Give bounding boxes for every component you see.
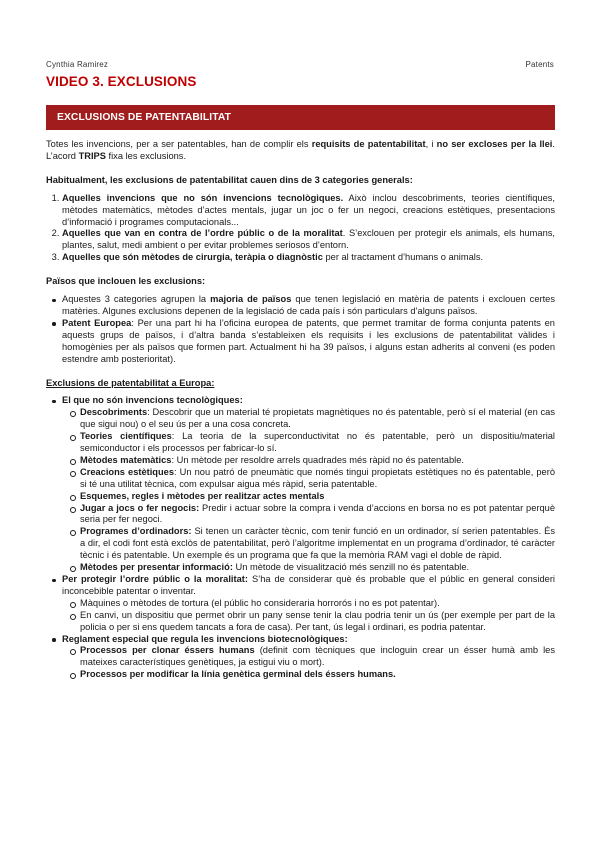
header-author: Cynthia Ramirez xyxy=(46,60,109,69)
list-item: Màquines o mètodes de tortura (el públic ho consideraria horrorós i no es pot patentar). xyxy=(80,598,555,610)
list-item: Jugar a jocs o fer negocis: Predir i actuar sobre la compra i venda d’accions en borsa no es pot patentar perquè seria per fer negoci. xyxy=(80,502,555,525)
list-item: 2. Aquelles que van en contra de l’ordre públic o de la moralitat. S’exclouen per protegir els animals, els humans, plantes, salut, medi ambient o per evitar problemes seriosos d’entorn. xyxy=(62,228,555,252)
list-item: Descobriments: Descobrir que un material té propietats magnètiques no és patentable, però sí el material (en cas que sigui nou) o el seu ús per a una cosa concreta. xyxy=(80,407,555,430)
list-item: Teories científiques: La teoria de la superconductivitat no és patentable, però un dispositiu/material semiconductor i els processos per fabricar-lo sí. xyxy=(80,431,555,454)
europe-list xyxy=(46,395,555,681)
list-item: En canvi, un dispositiu que permet obrir un pany sense tenir la clau podria tenir un ús (per exemple per part de la policia o per si ens quedem tancats a fora de casa). Per tant, ús legal i ordinari, es podria patentar. xyxy=(80,609,555,632)
list-item: 1. Aquelles invencions que no són invencions tecnològiques. Això inclou descobriments, teories científiques, mètodes matemàtics, mètodes d’actes mentals, jugar un joc o fer un negoci, creacions estètiques, presentacions d’informació i programes computacionals... xyxy=(62,193,555,229)
sublist xyxy=(62,407,555,574)
countries-list xyxy=(46,294,555,365)
list-item: Creacions estètiques: Un nou patró de pneumàtic que només tingui propietats estètiques no és patentable, però si té una utilitat tècnica, com expulsar aigua més ràpid, seria patentable. xyxy=(80,466,555,489)
list-item: Processos per modificar la línia genètica germinal dels éssers humans. xyxy=(80,669,555,681)
content xyxy=(46,139,555,681)
header-subject: Patents xyxy=(525,60,554,69)
list-item: Esquemes, regles i mètodes per realitzar actes mentals xyxy=(80,491,555,503)
list-item: Per protegir l’ordre públic o la moralitat: S’ha de considerar què és probable que el públic en general consideri inconcebible patentar o inventar. Màquines o mètodes de tortura (el públic ho consideraria horrorós i no es pot patentar). En canvi, un dispositiu que permet obrir un pany sense tenir la clau podria tenir un ús (per exemple per part de la policia o per si ens quedem tancats a fora de casa). Per tant, ús legal i ordinari, es podria patentar. xyxy=(62,574,555,632)
sublist xyxy=(62,598,555,634)
countries-heading: Països que inclouen les exclusions: xyxy=(46,276,206,287)
categories-list xyxy=(46,193,555,264)
list-item: Aquestes 3 categories agrupen la majoria de països que tenen legislació en matèria de patents i exclouen certes matèries. Algunes exclusions depenen de la legislació de cada país i són particulars d’alguns països. xyxy=(62,294,555,316)
list-item: El que no són invencions tecnològiques: Descobriments: Descobrir que un material té propietats magnètiques no és patentable, però sí el material (en cas que sigui nou) o el seu ús per a una cosa concreta. Teories científiques: La teoria de la superconductivitat no és patentable, però un dispositiu/material semiconductor i els processos per fabricar-lo sí. Mètodes matemàtics: Un mètode per resoldre arrels quadrades més ràpid no és patentable. Creacions estètiques: Un nou patró de pneumàtic que només tingui propietats estètiques no és patentable, però si té una utilitat tècnica, com expulsar aigua més ràpid, seria patentable. Esquemes, regles i mètodes per realitzar actes mentals Jugar a jocs o fer negocis: Predir i actuar sobre la compra i venda d’accions en borsa no es pot patentar perquè seria per fer negoci. Programes d’ordinadors: Si tenen un caràcter tècnic, com tenir funció en un ordinador, sí serien patentables. És a dir, el codi font està exclòs de patentabilitat, però l’algoritme implementat en un programa d’ordinador, té caràcter tècnic i és patentable. Un exemple és un programa que fa que la memòria RAM vagi el doble de ràpid. Mètodes per presentar informació: Un mètode de visualització més senzill no és patentable. xyxy=(62,395,555,573)
list-item: Mètodes matemàtics: Un mètode per resoldre arrels quadrades més ràpid no és patentable. xyxy=(80,455,555,467)
list-item: Reglament especial que regula les invencions biotecnològiques: Processos per clonar éssers humans (definit com tècniques que incloguin crear un ésser humà amb les mateixes característiques genètiques, ja estigui viu o mort). Processos per modificar la línia genètica germinal dels éssers humans. xyxy=(62,633,555,680)
intro-paragraph: Totes les invencions, per a ser patentables, han de complir els requisits de patentabilitat, i no ser excloses per la llei. L’acord TRIPS fixa les exclusions. xyxy=(46,139,555,161)
list-item: Processos per clonar éssers humans (definit com tècniques que incloguin crear un ésser humà amb les mateixes característiques genètiques, ja estigui viu o mort). xyxy=(80,645,555,668)
section-banner: EXCLUSIONS DE PATENTABILITAT xyxy=(46,105,555,130)
list-item: 3. Aquelles que són mètodes de cirurgia, teràpia o diagnòstic per al tractament d’humans o animals. xyxy=(62,252,555,264)
list-item: Patent Europea: Per una part hi ha l’oficina europea de patents, que permet tramitar de forma conjunta patents en aquests grups de països, i d’altra banda s’estableixen els requisits i les exclusions de patentabilitat vàlides i homogènies per als països que formen part. Actualment hi ha 39 països, i alguns estan adherits al conveni (es poden estendre amb posterioritat). xyxy=(62,317,555,364)
europe-heading: Exclusions de patentabilitat a Europa: xyxy=(46,377,215,388)
list-item: Mètodes per presentar informació: Un mètode de visualització més senzill no és patentable. xyxy=(80,562,555,574)
list-item: Programes d’ordinadors: Si tenen un caràcter tècnic, com tenir funció en un ordinador, sí serien patentables. És a dir, el codi font està exclòs de patentabilitat, però l’algoritme implementat en un programa d’ordinador, té caràcter tècnic i és patentable. Un exemple és un programa que fa que la memòria RAM vagi el doble de ràpid. xyxy=(80,526,555,561)
categories-heading: Habitualment, les exclusions de patentabilitat cauen dins de 3 categories generals: xyxy=(46,174,413,185)
sublist xyxy=(62,645,555,681)
page-title: VIDEO 3. EXCLUSIONS xyxy=(46,74,197,89)
